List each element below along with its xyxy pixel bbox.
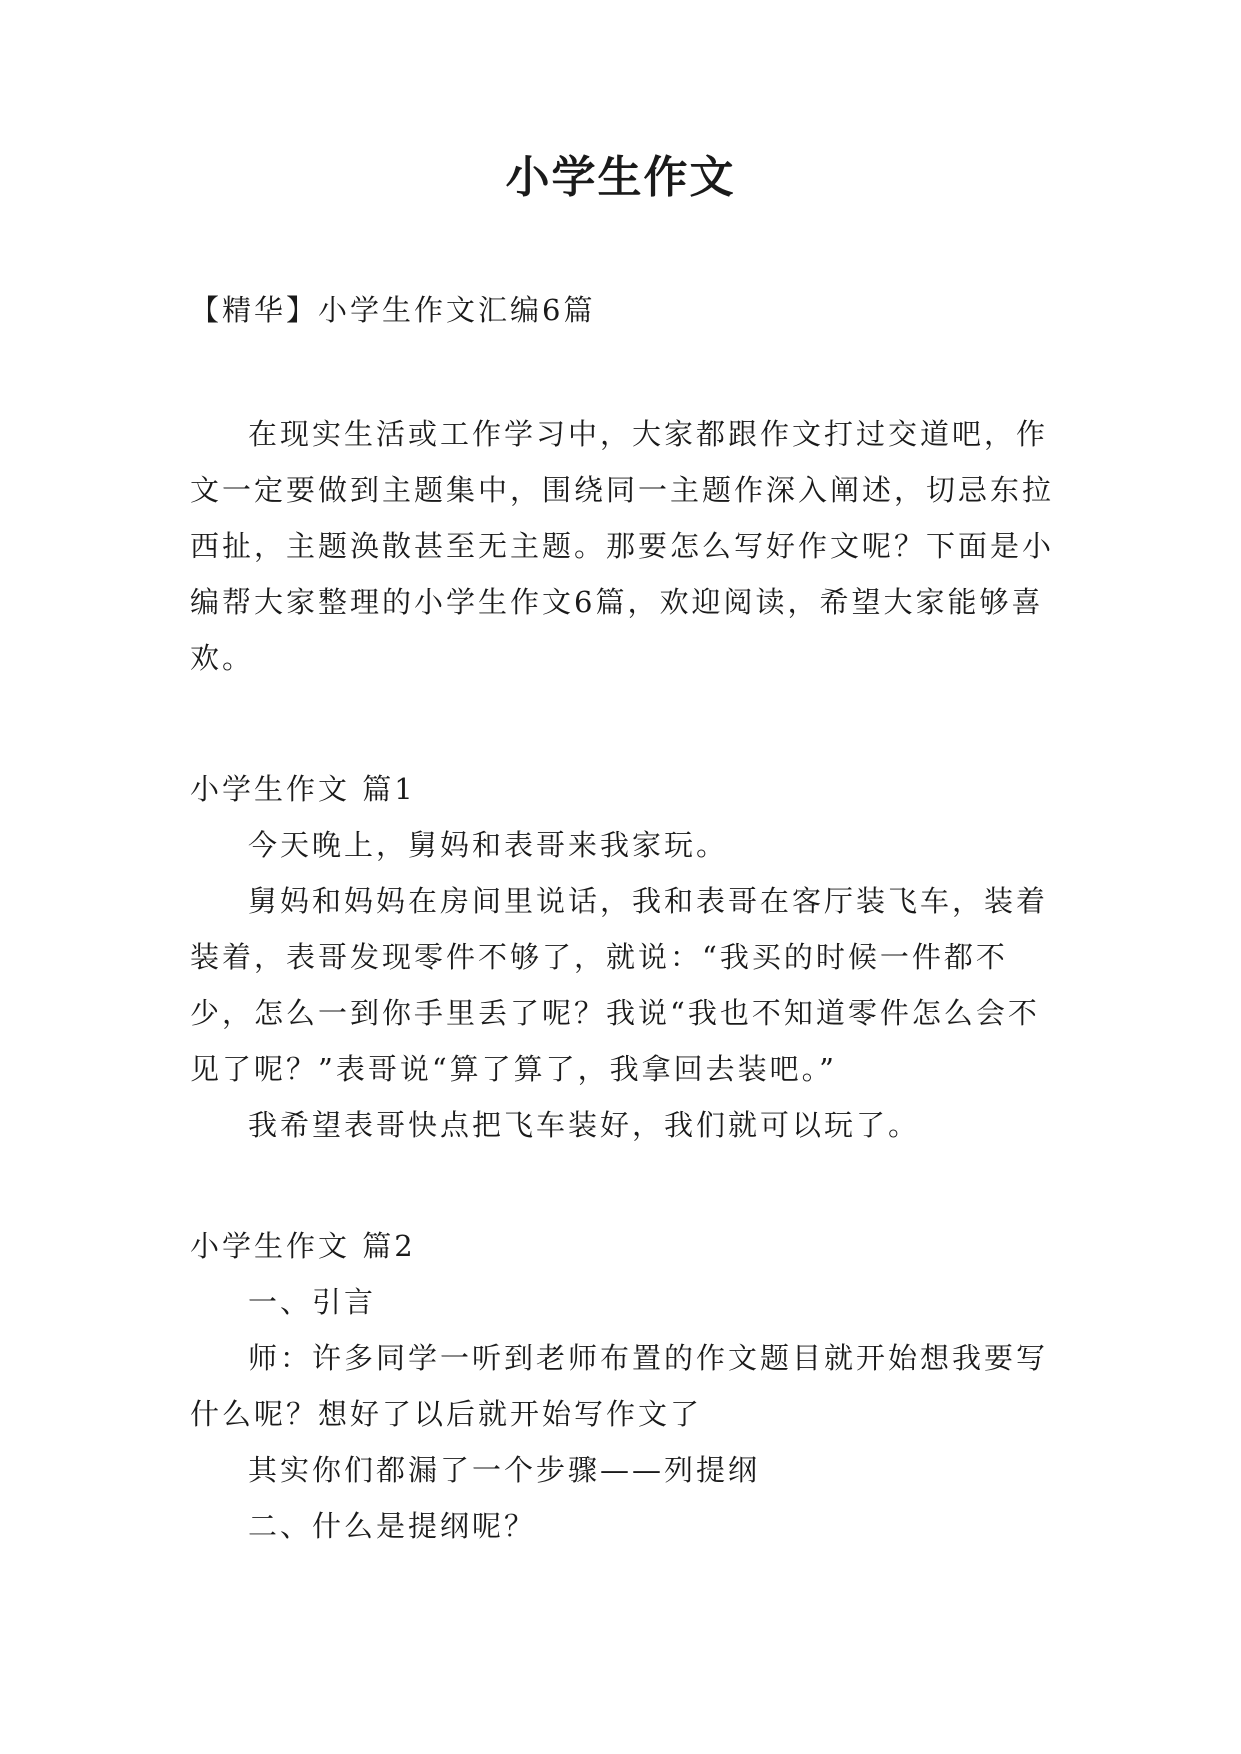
section-paragraph: 舅妈和妈妈在房间里说话，我和表哥在客厅装飞车，装着装着，表哥发现零件不够了，就说：“我买的时候一件都不少，怎么一到你手里丢了呢？我说“我也不知道零件怎么会不见了呢？”表哥说“算了算了，我拿回去装吧。” <box>190 884 1049 1086</box>
section-2 <box>190 1218 1060 1554</box>
section-paragraph: 我希望表哥快点把飞车装好，我们就可以玩了。 <box>248 1108 921 1142</box>
section-paragraph: 师：许多同学一听到老师布置的作文题目就开始想我要写什么呢？想好了以后就开始写作文了 <box>190 1341 1049 1431</box>
section-paragraph: 一、引言 <box>248 1285 377 1319</box>
section-heading: 小学生作文 篇2 <box>190 1229 416 1263</box>
intro-block <box>190 406 1060 686</box>
document-subtitle: 【精华】小学生作文汇编6篇 <box>190 293 596 327</box>
section-paragraph: 今天晚上，舅妈和表哥来我家玩。 <box>248 828 729 862</box>
intro-paragraph: 在现实生活或工作学习中，大家都跟作文打过交道吧，作文一定要做到主题集中，围绕同一主题作深入阐述，切忌东拉西扯，主题涣散甚至无主题。那要怎么写好作文呢？下面是小编帮大家整理的小学生作文6篇，欢迎阅读，希望大家能够喜欢。 <box>190 417 1055 675</box>
section-paragraph: 二、什么是提纲呢？ <box>248 1509 537 1543</box>
section-paragraph: 其实你们都漏了一个步骤——列提纲 <box>248 1453 761 1487</box>
section-1 <box>190 761 1060 1153</box>
document-title: 小学生作文 <box>505 152 736 203</box>
section-heading: 小学生作文 篇1 <box>190 772 416 806</box>
